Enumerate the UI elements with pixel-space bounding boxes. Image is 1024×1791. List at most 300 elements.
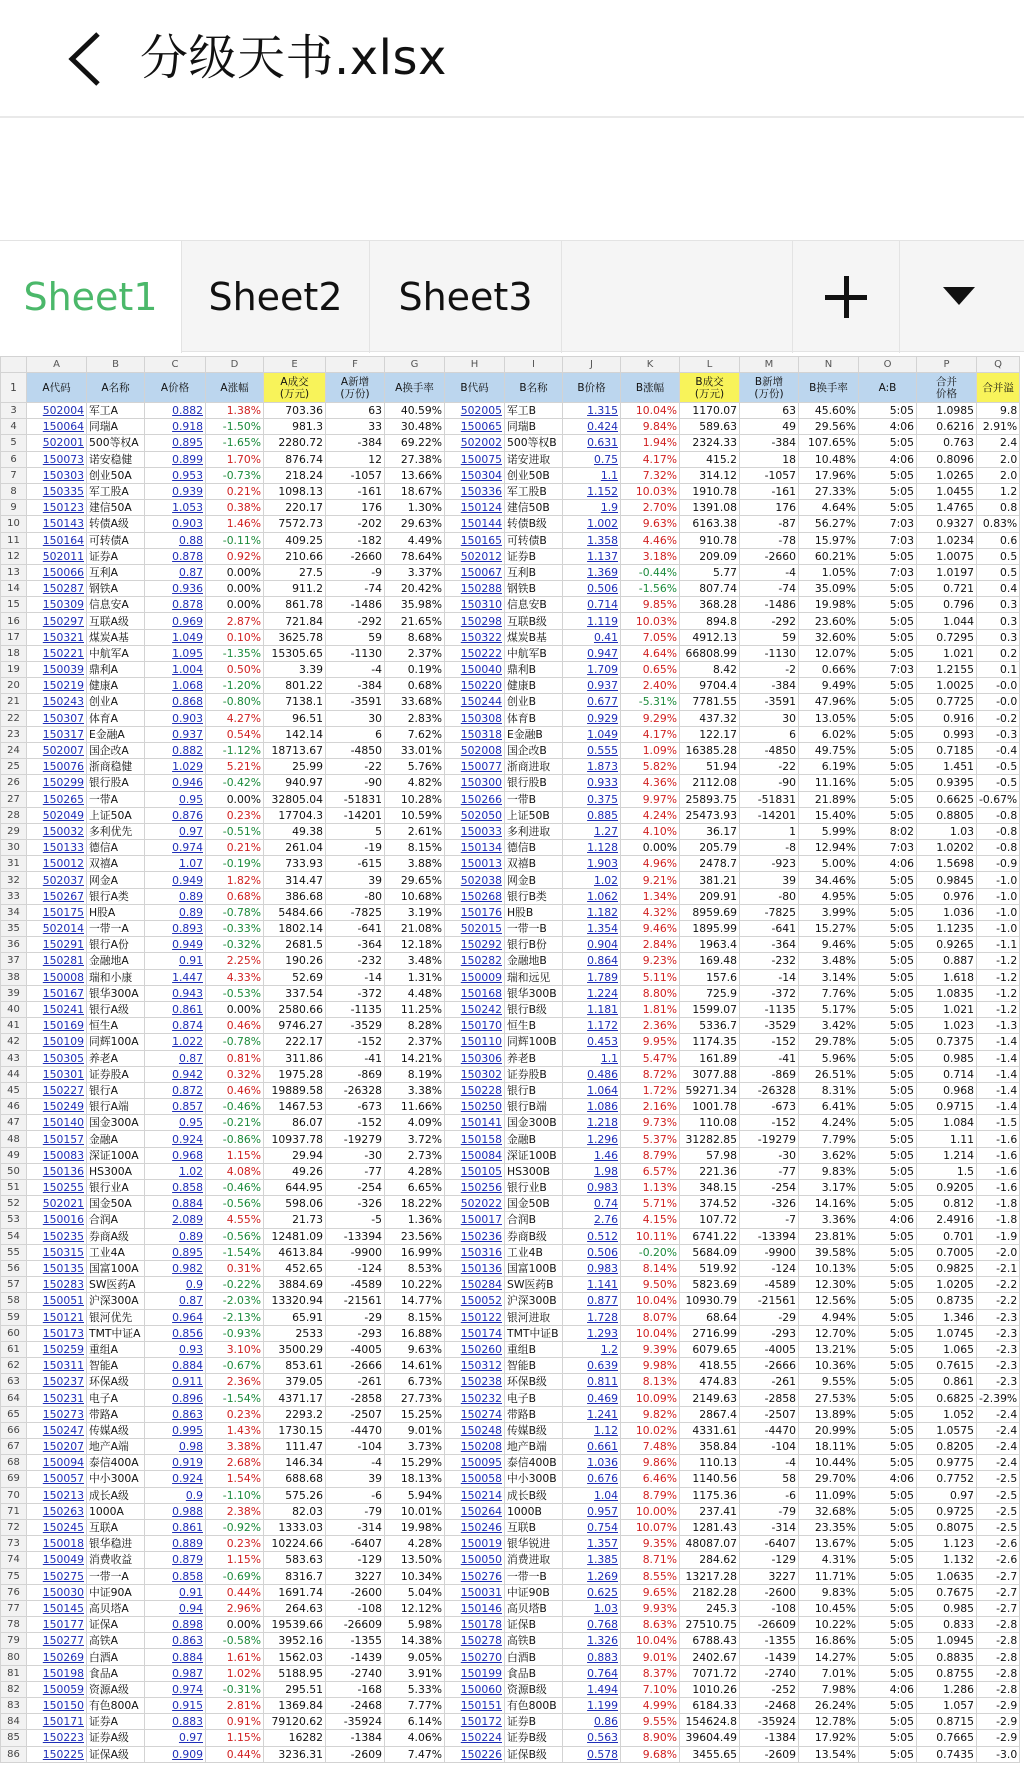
cell[interactable]: 1963.4 bbox=[680, 937, 740, 953]
cell[interactable]: -74 bbox=[326, 581, 385, 597]
cell[interactable]: 7.01% bbox=[799, 1665, 859, 1681]
row-number[interactable]: 57 bbox=[1, 1277, 27, 1293]
cell[interactable]: 5:05 bbox=[859, 1244, 917, 1260]
cell[interactable]: 0.7375 bbox=[917, 1034, 977, 1050]
cell[interactable]: 0.701 bbox=[917, 1228, 977, 1244]
row-number[interactable]: 54 bbox=[1, 1228, 27, 1244]
cell[interactable]: 8.72% bbox=[621, 1066, 680, 1082]
cell[interactable]: 150228 bbox=[445, 1082, 505, 1098]
cell[interactable]: 0.946 bbox=[145, 775, 206, 791]
cell[interactable]: 150281 bbox=[27, 953, 87, 969]
cell[interactable]: 150151 bbox=[445, 1698, 505, 1714]
cell[interactable]: 证保A级 bbox=[87, 1746, 145, 1762]
row-number[interactable]: 63 bbox=[1, 1374, 27, 1390]
cell[interactable]: 0.68% bbox=[385, 678, 445, 694]
cell[interactable]: 4.64% bbox=[621, 645, 680, 661]
cell[interactable]: 150123 bbox=[27, 500, 87, 516]
cell[interactable]: 1.182 bbox=[563, 904, 621, 920]
cell[interactable]: 0.93 bbox=[145, 1341, 206, 1357]
cell[interactable]: 1.036 bbox=[917, 904, 977, 920]
cell[interactable]: 29.78% bbox=[799, 1034, 859, 1050]
row-number[interactable]: 22 bbox=[1, 710, 27, 726]
cell[interactable]: 9.39% bbox=[621, 1341, 680, 1357]
cell[interactable]: -90 bbox=[740, 775, 799, 791]
row-number[interactable]: 23 bbox=[1, 726, 27, 742]
cell[interactable]: 1175.36 bbox=[680, 1487, 740, 1503]
cell[interactable]: 5:05 bbox=[859, 1455, 917, 1471]
row-number[interactable]: 77 bbox=[1, 1600, 27, 1616]
cell[interactable]: 150073 bbox=[27, 451, 87, 467]
cell[interactable]: 0.995 bbox=[145, 1422, 206, 1438]
cell[interactable]: 0.8755 bbox=[917, 1665, 977, 1681]
cell[interactable]: 互利A bbox=[87, 564, 145, 580]
cell[interactable]: -4 bbox=[740, 564, 799, 580]
cell[interactable]: 176 bbox=[326, 500, 385, 516]
cell[interactable]: 0.21% bbox=[206, 840, 264, 856]
row-number[interactable]: 52 bbox=[1, 1196, 27, 1212]
cell[interactable]: 0.9265 bbox=[917, 937, 977, 953]
cell[interactable]: -2.4 bbox=[977, 1455, 1020, 1471]
cell[interactable]: 5:05 bbox=[859, 1228, 917, 1244]
row-number[interactable]: 15 bbox=[1, 597, 27, 613]
column-header[interactable]: G bbox=[385, 357, 445, 373]
cell[interactable]: 150058 bbox=[445, 1471, 505, 1487]
cell[interactable]: 0.864 bbox=[563, 953, 621, 969]
cell[interactable]: 1.03 bbox=[917, 823, 977, 839]
row-number[interactable]: 58 bbox=[1, 1293, 27, 1309]
cell[interactable]: 多利进取 bbox=[505, 823, 563, 839]
cell[interactable]: 1.11 bbox=[917, 1131, 977, 1147]
cell[interactable]: 13320.94 bbox=[264, 1293, 326, 1309]
cell[interactable]: E金融A bbox=[87, 726, 145, 742]
cell[interactable]: -4850 bbox=[740, 742, 799, 758]
cell[interactable]: 150309 bbox=[27, 597, 87, 613]
tab-sheet2[interactable]: Sheet2 bbox=[182, 241, 370, 353]
cell[interactable]: 5:05 bbox=[859, 1341, 917, 1357]
cell[interactable]: 150265 bbox=[27, 791, 87, 807]
cell[interactable]: 5.99% bbox=[799, 823, 859, 839]
cell[interactable]: 15.40% bbox=[799, 807, 859, 823]
cell[interactable]: 502022 bbox=[445, 1196, 505, 1212]
column-header[interactable]: O bbox=[859, 357, 917, 373]
cell[interactable]: -2858 bbox=[326, 1390, 385, 1406]
cell[interactable]: 0.95 bbox=[145, 791, 206, 807]
cell[interactable]: 互联A bbox=[87, 1519, 145, 1535]
cell[interactable]: 多利优先 bbox=[87, 823, 145, 839]
cell[interactable]: 19.98% bbox=[385, 1519, 445, 1535]
cell[interactable]: -0.8 bbox=[977, 823, 1020, 839]
cell[interactable]: 150214 bbox=[445, 1487, 505, 1503]
cell[interactable]: 0.878 bbox=[145, 597, 206, 613]
cell[interactable]: 21.89% bbox=[799, 791, 859, 807]
cell[interactable]: 0.721 bbox=[917, 581, 977, 597]
cell[interactable]: 150157 bbox=[27, 1131, 87, 1147]
cell[interactable]: -2666 bbox=[740, 1358, 799, 1374]
cell[interactable]: -35924 bbox=[326, 1714, 385, 1730]
cell[interactable]: 金融地B bbox=[505, 953, 563, 969]
cell[interactable]: -22 bbox=[326, 759, 385, 775]
cell[interactable]: 4.49% bbox=[385, 532, 445, 548]
cell[interactable]: 150124 bbox=[445, 500, 505, 516]
cell[interactable]: 1.82% bbox=[206, 872, 264, 888]
cell[interactable]: 食品B bbox=[505, 1665, 563, 1681]
cell[interactable]: 互联B bbox=[505, 1519, 563, 1535]
cell[interactable]: 1.12 bbox=[563, 1422, 621, 1438]
cell[interactable]: 48087.07 bbox=[680, 1536, 740, 1552]
cell[interactable]: 12.07% bbox=[799, 645, 859, 661]
row-number[interactable]: 30 bbox=[1, 840, 27, 856]
cell[interactable]: 0.00% bbox=[206, 581, 264, 597]
cell[interactable]: -19279 bbox=[326, 1131, 385, 1147]
cell[interactable]: -129 bbox=[740, 1552, 799, 1568]
cell[interactable]: 7.79% bbox=[799, 1131, 859, 1147]
cell[interactable]: 12 bbox=[326, 451, 385, 467]
cell[interactable]: 4:06 bbox=[859, 856, 917, 872]
cell[interactable]: 218.24 bbox=[264, 467, 326, 483]
cell[interactable]: 成长A级 bbox=[87, 1487, 145, 1503]
row-number[interactable]: 19 bbox=[1, 662, 27, 678]
cell[interactable]: 1.0455 bbox=[917, 483, 977, 499]
cell[interactable]: 一带一B bbox=[505, 921, 563, 937]
column-header[interactable]: J bbox=[563, 357, 621, 373]
cell[interactable]: 11.16% bbox=[799, 775, 859, 791]
cell[interactable]: -87 bbox=[740, 516, 799, 532]
cell[interactable]: -0.86% bbox=[206, 1131, 264, 1147]
cell[interactable]: 0.94 bbox=[145, 1600, 206, 1616]
header-cell[interactable]: B代码 bbox=[445, 373, 505, 403]
cell[interactable]: -1.2 bbox=[977, 953, 1020, 969]
cell[interactable]: 150284 bbox=[445, 1277, 505, 1293]
cell[interactable]: 150273 bbox=[27, 1406, 87, 1422]
cell[interactable]: 2.0 bbox=[977, 451, 1020, 467]
row-number[interactable]: 14 bbox=[1, 581, 27, 597]
cell[interactable]: 18 bbox=[740, 451, 799, 467]
cell[interactable]: 150019 bbox=[445, 1536, 505, 1552]
cell[interactable]: 11.66% bbox=[385, 1099, 445, 1115]
cell[interactable]: 军工B bbox=[505, 403, 563, 419]
cell[interactable]: 0.924 bbox=[145, 1471, 206, 1487]
row-number[interactable]: 36 bbox=[1, 937, 27, 953]
cell[interactable]: 5:05 bbox=[859, 904, 917, 920]
cell[interactable]: -0.46% bbox=[206, 1180, 264, 1196]
cell[interactable]: 5188.95 bbox=[264, 1665, 326, 1681]
row-number[interactable]: 37 bbox=[1, 953, 27, 969]
cell[interactable]: 150260 bbox=[445, 1341, 505, 1357]
spreadsheet-grid[interactable] bbox=[0, 356, 1024, 1778]
cell[interactable]: 0.677 bbox=[563, 694, 621, 710]
cell[interactable]: 证保A bbox=[87, 1617, 145, 1633]
cell[interactable]: 5.33% bbox=[385, 1681, 445, 1697]
cell[interactable]: 39 bbox=[740, 872, 799, 888]
cell[interactable]: 6.19% bbox=[799, 759, 859, 775]
cell[interactable]: 801.22 bbox=[264, 678, 326, 694]
cell[interactable]: 27510.75 bbox=[680, 1617, 740, 1633]
cell[interactable]: 2.4916 bbox=[917, 1212, 977, 1228]
cell[interactable]: 1895.99 bbox=[680, 921, 740, 937]
cell[interactable]: 502005 bbox=[445, 403, 505, 419]
cell[interactable]: 银行B类 bbox=[505, 888, 563, 904]
cell[interactable]: 150227 bbox=[27, 1082, 87, 1098]
row-number[interactable]: 74 bbox=[1, 1552, 27, 1568]
cell[interactable]: 4613.84 bbox=[264, 1244, 326, 1260]
cell[interactable]: 16.99% bbox=[385, 1244, 445, 1260]
cell[interactable]: -1.4 bbox=[977, 1066, 1020, 1082]
row-number[interactable]: 32 bbox=[1, 872, 27, 888]
cell[interactable]: 0.375 bbox=[563, 791, 621, 807]
cell[interactable]: 0.9725 bbox=[917, 1503, 977, 1519]
cell[interactable]: 军工股A bbox=[87, 483, 145, 499]
cell[interactable]: 33.68% bbox=[385, 694, 445, 710]
cell[interactable]: -0.19% bbox=[206, 856, 264, 872]
cell[interactable]: 10.44% bbox=[799, 1455, 859, 1471]
cell[interactable]: 1.5698 bbox=[917, 856, 977, 872]
cell[interactable]: 26.24% bbox=[799, 1698, 859, 1714]
cell[interactable]: -0.78% bbox=[206, 1034, 264, 1050]
cell[interactable]: 35.09% bbox=[799, 581, 859, 597]
row-number[interactable]: 83 bbox=[1, 1698, 27, 1714]
cell[interactable]: 9.55% bbox=[621, 1714, 680, 1730]
cell[interactable]: 0.00% bbox=[206, 1617, 264, 1633]
cell[interactable]: 8.19% bbox=[385, 1066, 445, 1082]
cell[interactable]: -79 bbox=[326, 1503, 385, 1519]
cell[interactable]: 1.46% bbox=[206, 516, 264, 532]
cell[interactable]: 一带B bbox=[505, 791, 563, 807]
cell[interactable]: 智能B bbox=[505, 1358, 563, 1374]
cell[interactable]: 4.55% bbox=[206, 1212, 264, 1228]
cell[interactable]: -1.4 bbox=[977, 1082, 1020, 1098]
cell[interactable]: 4.15% bbox=[621, 1212, 680, 1228]
cell[interactable]: -2 bbox=[740, 662, 799, 678]
cell[interactable]: -19279 bbox=[740, 1131, 799, 1147]
cell[interactable]: 150231 bbox=[27, 1390, 87, 1406]
cell[interactable]: 7.77% bbox=[385, 1698, 445, 1714]
cell[interactable]: 互联B级 bbox=[505, 613, 563, 629]
cell[interactable]: 2293.2 bbox=[264, 1406, 326, 1422]
cell[interactable]: 6.46% bbox=[621, 1471, 680, 1487]
cell[interactable]: 0.7295 bbox=[917, 629, 977, 645]
cell[interactable]: 10.13% bbox=[799, 1260, 859, 1276]
cell[interactable]: 5.96% bbox=[799, 1050, 859, 1066]
cell[interactable]: 150236 bbox=[445, 1228, 505, 1244]
cell[interactable]: -104 bbox=[740, 1439, 799, 1455]
cell[interactable]: -1.54% bbox=[206, 1244, 264, 1260]
cell[interactable]: 150136 bbox=[445, 1260, 505, 1276]
cell[interactable]: 养老A bbox=[87, 1050, 145, 1066]
cell[interactable]: -1384 bbox=[740, 1730, 799, 1746]
cell[interactable]: 5:05 bbox=[859, 1115, 917, 1131]
column-header[interactable]: L bbox=[680, 357, 740, 373]
cell[interactable]: 地产A端 bbox=[87, 1439, 145, 1455]
cell[interactable]: 6.57% bbox=[621, 1163, 680, 1179]
cell[interactable]: 1.0197 bbox=[917, 564, 977, 580]
cell[interactable]: 工业4B bbox=[505, 1244, 563, 1260]
cell[interactable]: 11.71% bbox=[799, 1568, 859, 1584]
cell[interactable]: 1170.07 bbox=[680, 403, 740, 419]
cell[interactable]: 5:05 bbox=[859, 1147, 917, 1163]
cell[interactable]: 6.14% bbox=[385, 1714, 445, 1730]
cell[interactable]: 176 bbox=[740, 500, 799, 516]
cell[interactable]: 2.84% bbox=[621, 937, 680, 953]
cell[interactable]: 502002 bbox=[445, 435, 505, 451]
cell[interactable]: 721.84 bbox=[264, 613, 326, 629]
cell[interactable]: 10937.78 bbox=[264, 1131, 326, 1147]
cell[interactable]: 1.241 bbox=[563, 1406, 621, 1422]
cell[interactable]: 8.15% bbox=[385, 840, 445, 856]
cell[interactable]: -0.22% bbox=[206, 1277, 264, 1293]
cell[interactable]: 150094 bbox=[27, 1455, 87, 1471]
cell[interactable]: 0.915 bbox=[145, 1698, 206, 1714]
cell[interactable]: -2.5 bbox=[977, 1503, 1020, 1519]
cell[interactable]: 1.002 bbox=[563, 516, 621, 532]
cell[interactable]: 150164 bbox=[27, 532, 87, 548]
cell[interactable]: 0.714 bbox=[917, 1066, 977, 1082]
header-cell[interactable]: A代码 bbox=[27, 373, 87, 403]
cell[interactable]: 0.46% bbox=[206, 1018, 264, 1034]
cell[interactable]: 1.2 bbox=[977, 483, 1020, 499]
cell[interactable]: 502014 bbox=[27, 921, 87, 937]
cell[interactable]: 150158 bbox=[445, 1131, 505, 1147]
cell[interactable]: -4470 bbox=[326, 1422, 385, 1438]
cell[interactable]: 150275 bbox=[27, 1568, 87, 1584]
cell[interactable]: 2681.5 bbox=[264, 937, 326, 953]
cell[interactable]: 2.37% bbox=[385, 1034, 445, 1050]
cell[interactable]: 0.982 bbox=[145, 1260, 206, 1276]
cell[interactable]: 1.199 bbox=[563, 1698, 621, 1714]
cell[interactable]: 1.72% bbox=[621, 1082, 680, 1098]
cell[interactable]: 2112.08 bbox=[680, 775, 740, 791]
cell[interactable]: 0.763 bbox=[917, 435, 977, 451]
cell[interactable]: 1.0575 bbox=[917, 1422, 977, 1438]
cell[interactable]: 52.69 bbox=[264, 969, 326, 985]
cell[interactable]: 2533 bbox=[264, 1325, 326, 1341]
cell[interactable]: 0.65% bbox=[621, 662, 680, 678]
cell[interactable]: 5.98% bbox=[385, 1617, 445, 1633]
cell[interactable]: 0.68% bbox=[206, 888, 264, 904]
row-number[interactable]: 20 bbox=[1, 678, 27, 694]
cell[interactable]: 725.9 bbox=[680, 985, 740, 1001]
cell[interactable]: -2.8 bbox=[977, 1649, 1020, 1665]
cell[interactable]: 0.91% bbox=[206, 1714, 264, 1730]
cell[interactable]: 8.63% bbox=[621, 1617, 680, 1633]
cell[interactable]: 502008 bbox=[445, 742, 505, 758]
row-number[interactable]: 35 bbox=[1, 921, 27, 937]
cell[interactable]: 0.7665 bbox=[917, 1730, 977, 1746]
cell[interactable]: 0.863 bbox=[145, 1633, 206, 1649]
cell[interactable]: 可转债A bbox=[87, 532, 145, 548]
cell[interactable]: 34.46% bbox=[799, 872, 859, 888]
cell[interactable]: 644.95 bbox=[264, 1180, 326, 1196]
cell[interactable]: 0.506 bbox=[563, 1244, 621, 1260]
cell[interactable]: -641 bbox=[740, 921, 799, 937]
cell[interactable]: 295.51 bbox=[264, 1681, 326, 1697]
cell[interactable]: 0.812 bbox=[917, 1196, 977, 1212]
header-cell[interactable]: B新增 (万份) bbox=[740, 373, 799, 403]
cell[interactable]: -152 bbox=[740, 1115, 799, 1131]
cell[interactable]: -1486 bbox=[326, 597, 385, 613]
cell[interactable]: 7.48% bbox=[621, 1439, 680, 1455]
cell[interactable]: 8.13% bbox=[621, 1374, 680, 1390]
cell[interactable]: -0.46% bbox=[206, 1099, 264, 1115]
cell[interactable]: 银行A bbox=[87, 1082, 145, 1098]
cell[interactable]: 网金B bbox=[505, 872, 563, 888]
cell[interactable]: 4.36% bbox=[621, 775, 680, 791]
row-number[interactable]: 76 bbox=[1, 1584, 27, 1600]
cell[interactable]: -5 bbox=[326, 1212, 385, 1228]
row-number[interactable]: 11 bbox=[1, 532, 27, 548]
cell[interactable]: -923 bbox=[740, 856, 799, 872]
cell[interactable]: 0.904 bbox=[563, 937, 621, 953]
row-number[interactable]: 6 bbox=[1, 451, 27, 467]
cell[interactable]: 13217.28 bbox=[680, 1568, 740, 1584]
cell[interactable]: 13.05% bbox=[799, 710, 859, 726]
cell[interactable]: -8 bbox=[740, 840, 799, 856]
cell[interactable]: 0.969 bbox=[145, 613, 206, 629]
cell[interactable]: 703.36 bbox=[264, 403, 326, 419]
cell[interactable]: 5:05 bbox=[859, 710, 917, 726]
cell[interactable]: 8.68% bbox=[385, 629, 445, 645]
cell[interactable]: 150050 bbox=[445, 1552, 505, 1568]
cell[interactable]: 150066 bbox=[27, 564, 87, 580]
cell[interactable]: 7:03 bbox=[859, 516, 917, 532]
cell[interactable]: -2.3 bbox=[977, 1374, 1020, 1390]
column-header[interactable]: A bbox=[27, 357, 87, 373]
row-number[interactable]: 48 bbox=[1, 1131, 27, 1147]
cell[interactable]: 合润B bbox=[505, 1212, 563, 1228]
cell[interactable]: 222.17 bbox=[264, 1034, 326, 1050]
cell[interactable]: -9 bbox=[326, 564, 385, 580]
cell[interactable]: 13.89% bbox=[799, 1406, 859, 1422]
cell[interactable]: 一带一B bbox=[505, 1568, 563, 1584]
cell[interactable]: 10.04% bbox=[621, 403, 680, 419]
cell[interactable]: 1.0265 bbox=[917, 467, 977, 483]
cell[interactable]: 688.68 bbox=[264, 1471, 326, 1487]
cell[interactable]: 1098.13 bbox=[264, 483, 326, 499]
cell[interactable]: 150173 bbox=[27, 1325, 87, 1341]
cell[interactable]: 150017 bbox=[445, 1212, 505, 1228]
cell[interactable]: 泰信400A bbox=[87, 1455, 145, 1471]
cell[interactable]: -1.35% bbox=[206, 645, 264, 661]
cell[interactable]: -2.1 bbox=[977, 1260, 1020, 1276]
cell[interactable]: 1.1 bbox=[563, 467, 621, 483]
cell[interactable]: 9.63% bbox=[621, 516, 680, 532]
cell[interactable]: 16.86% bbox=[799, 1633, 859, 1649]
row-number[interactable]: 18 bbox=[1, 645, 27, 661]
cell[interactable]: 8.80% bbox=[621, 985, 680, 1001]
cell[interactable]: 国金300B bbox=[505, 1115, 563, 1131]
cell[interactable]: 4.46% bbox=[621, 532, 680, 548]
cell[interactable]: 150213 bbox=[27, 1487, 87, 1503]
cell[interactable]: 建信50B bbox=[505, 500, 563, 516]
cell[interactable]: 150223 bbox=[27, 1730, 87, 1746]
cell[interactable]: 150134 bbox=[445, 840, 505, 856]
cell[interactable]: 5.21% bbox=[206, 759, 264, 775]
cell[interactable]: 519.92 bbox=[680, 1260, 740, 1276]
cell[interactable]: 4.17% bbox=[621, 726, 680, 742]
cell[interactable]: 9.86% bbox=[621, 1455, 680, 1471]
cell[interactable]: 环保B级 bbox=[505, 1374, 563, 1390]
cell[interactable]: -1.2 bbox=[977, 985, 1020, 1001]
cell[interactable]: 0.7725 bbox=[917, 694, 977, 710]
cell[interactable]: 8:02 bbox=[859, 823, 917, 839]
cell[interactable]: 1.02 bbox=[145, 1163, 206, 1179]
header-cell[interactable]: A:B bbox=[859, 373, 917, 403]
cell[interactable]: 1.5 bbox=[917, 1163, 977, 1179]
cell[interactable]: 中航军A bbox=[87, 645, 145, 661]
cell[interactable]: 上证50A bbox=[87, 807, 145, 823]
cell[interactable]: 1.084 bbox=[917, 1115, 977, 1131]
cell[interactable]: 150052 bbox=[445, 1293, 505, 1309]
cell[interactable]: 27.5 bbox=[264, 564, 326, 580]
